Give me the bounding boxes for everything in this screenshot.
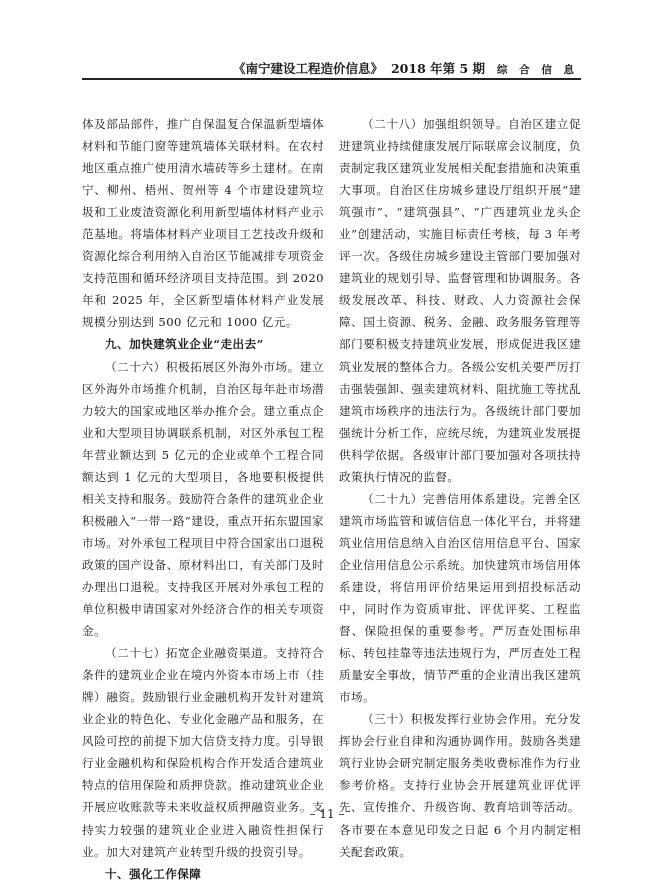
- paragraph: （二十七）拓宽企业融资渠道。支持符合条件的建筑业企业在境内外资本市场上市（挂牌）融资。鼓励银行业金融机构开发针对建筑业企业的特色化、专业化金融产品和服务，在风险可控的前提下加大信贷支持力度。引导银行业金融机构和保险机构合作开发适合建筑业特点的信用保险和质押贷款。推动建筑业企业开展应收账款等未来收益权质押融资业务。支持实力较强的建筑业企业进入融资性担保行业。加大对建筑产业转型升级的投资引导。: [82, 646, 324, 859]
- running-header: [88, 59, 578, 77]
- section-name: 综 合 信 息: [497, 64, 578, 76]
- header-rule: [82, 78, 581, 80]
- paragraph-continuation: 体及部品部件，推广自保温复合保温新型墙体材料和节能门窗等建筑墙体关联材料。在农村地区重点推广使用清水墙砖等乡土建材。在南宁、柳州、梧州、贺州等 4 个市建设建筑垃圾和工业废渣资源化利用新型墙体材料产业示范基地。将墙体材料产业项目工艺技改升级和资源化综合利用纳入自治区节能减排专项资金支持范围和循环经济项目支持范围。到 2020 年和 2025 年，全区新型墙体材料产业发展规模分别达到 500 亿元和 1000 亿元。: [82, 117, 324, 330]
- paragraph: （二十六）积极拓展区外海外市场。建立区外海外市场推介机制，自治区每年赴市场潜力较大的国家或地区举办推介会。建立重点企业和大型项目协调联系机制，对区外承包工程年营业额达到 5 亿元的企业或单个工程合同额达到 1 亿元的大型项目，各地要积极提供相关支持和服务。鼓励符合条件的建筑业企业积极融入“一带一路”建设，重点开拓东盟国家市场。对外承包工程项目中符合国家出口退税政策的国产设备、原材料出口，有关部门及时办理出口退税。支持我区开展对外承包工程的单位积极申请国家对外经济合作的相关专项资金。: [82, 359, 324, 639]
- paragraph: （二十八）加强组织领导。自治区建立促进建筑业持续健康发展厅际联席会议制度，负责制定我区建筑业发展相关配套措施和决策重大事项。自治区住房城乡建设厅组织开展“建筑强市”、“建筑强县”、“广西建筑业龙头企业”创建活动，实施目标责任考核，每 3 年考评一次。各级住房城乡建设主管部门要加强对建筑业的规划引导、监督管理和协调服务。各级发展改革、科技、财政、人力资源社会保障、国土资源、税务、金融、政务服务管理等部门要积极支持建筑业发展，形成促进我区建筑业发展的整体合力。各级公安机关要严厉打击强装强卸、强卖建筑材料、阻扰施工等扰乱建筑市场秩序的违法行为。各级统计部门要加强统计分析工作，应统尽统，为建筑业发展提供科学依据。各级审计部门要加强对各项扶持政策执行情况的监督。: [339, 117, 581, 484]
- journal-title: 《南宁建设工程造价信息》: [232, 61, 383, 76]
- section-heading: 十、强化工作保障: [105, 866, 202, 881]
- paragraph: （三十）积极发挥行业协会作用。充分发挥协会行业自律和沟通协调作用。鼓励各类建筑行业协会研究制定服务类收费标准作为行业参考价格。支持行业协会开展建筑业评优评先、宣传推介、升级咨询、教育培训等活动。: [339, 712, 581, 815]
- issue-number: 2018 年第 5 期: [390, 61, 486, 76]
- left-column: [82, 113, 324, 885]
- page-number: – 11 –: [309, 807, 345, 821]
- closing-paragraph: 各市要在本意见印发之日起 6 个月内制定相关配套政策。: [339, 822, 581, 859]
- section-heading: 九、加快建筑业企业“走出去”: [105, 337, 264, 352]
- right-column: [339, 113, 581, 863]
- paragraph: （二十九）完善信用体系建设。完善全区建筑市场监管和诚信信息一体化平台，并将建筑业信用信息纳入自治区信用信息平台、国家企业信用信息公示系统。加快建筑市场信用体系建设，将信用评价结果运用到招投标活动中，同时作为资质审批、评优评奖、工程监督、保险担保的重要参考。严厉查处围标串标、转包挂靠等违法违规行为，严厉查处工程质量安全事故，情节严重的企业清出我区建筑市场。: [339, 491, 581, 705]
